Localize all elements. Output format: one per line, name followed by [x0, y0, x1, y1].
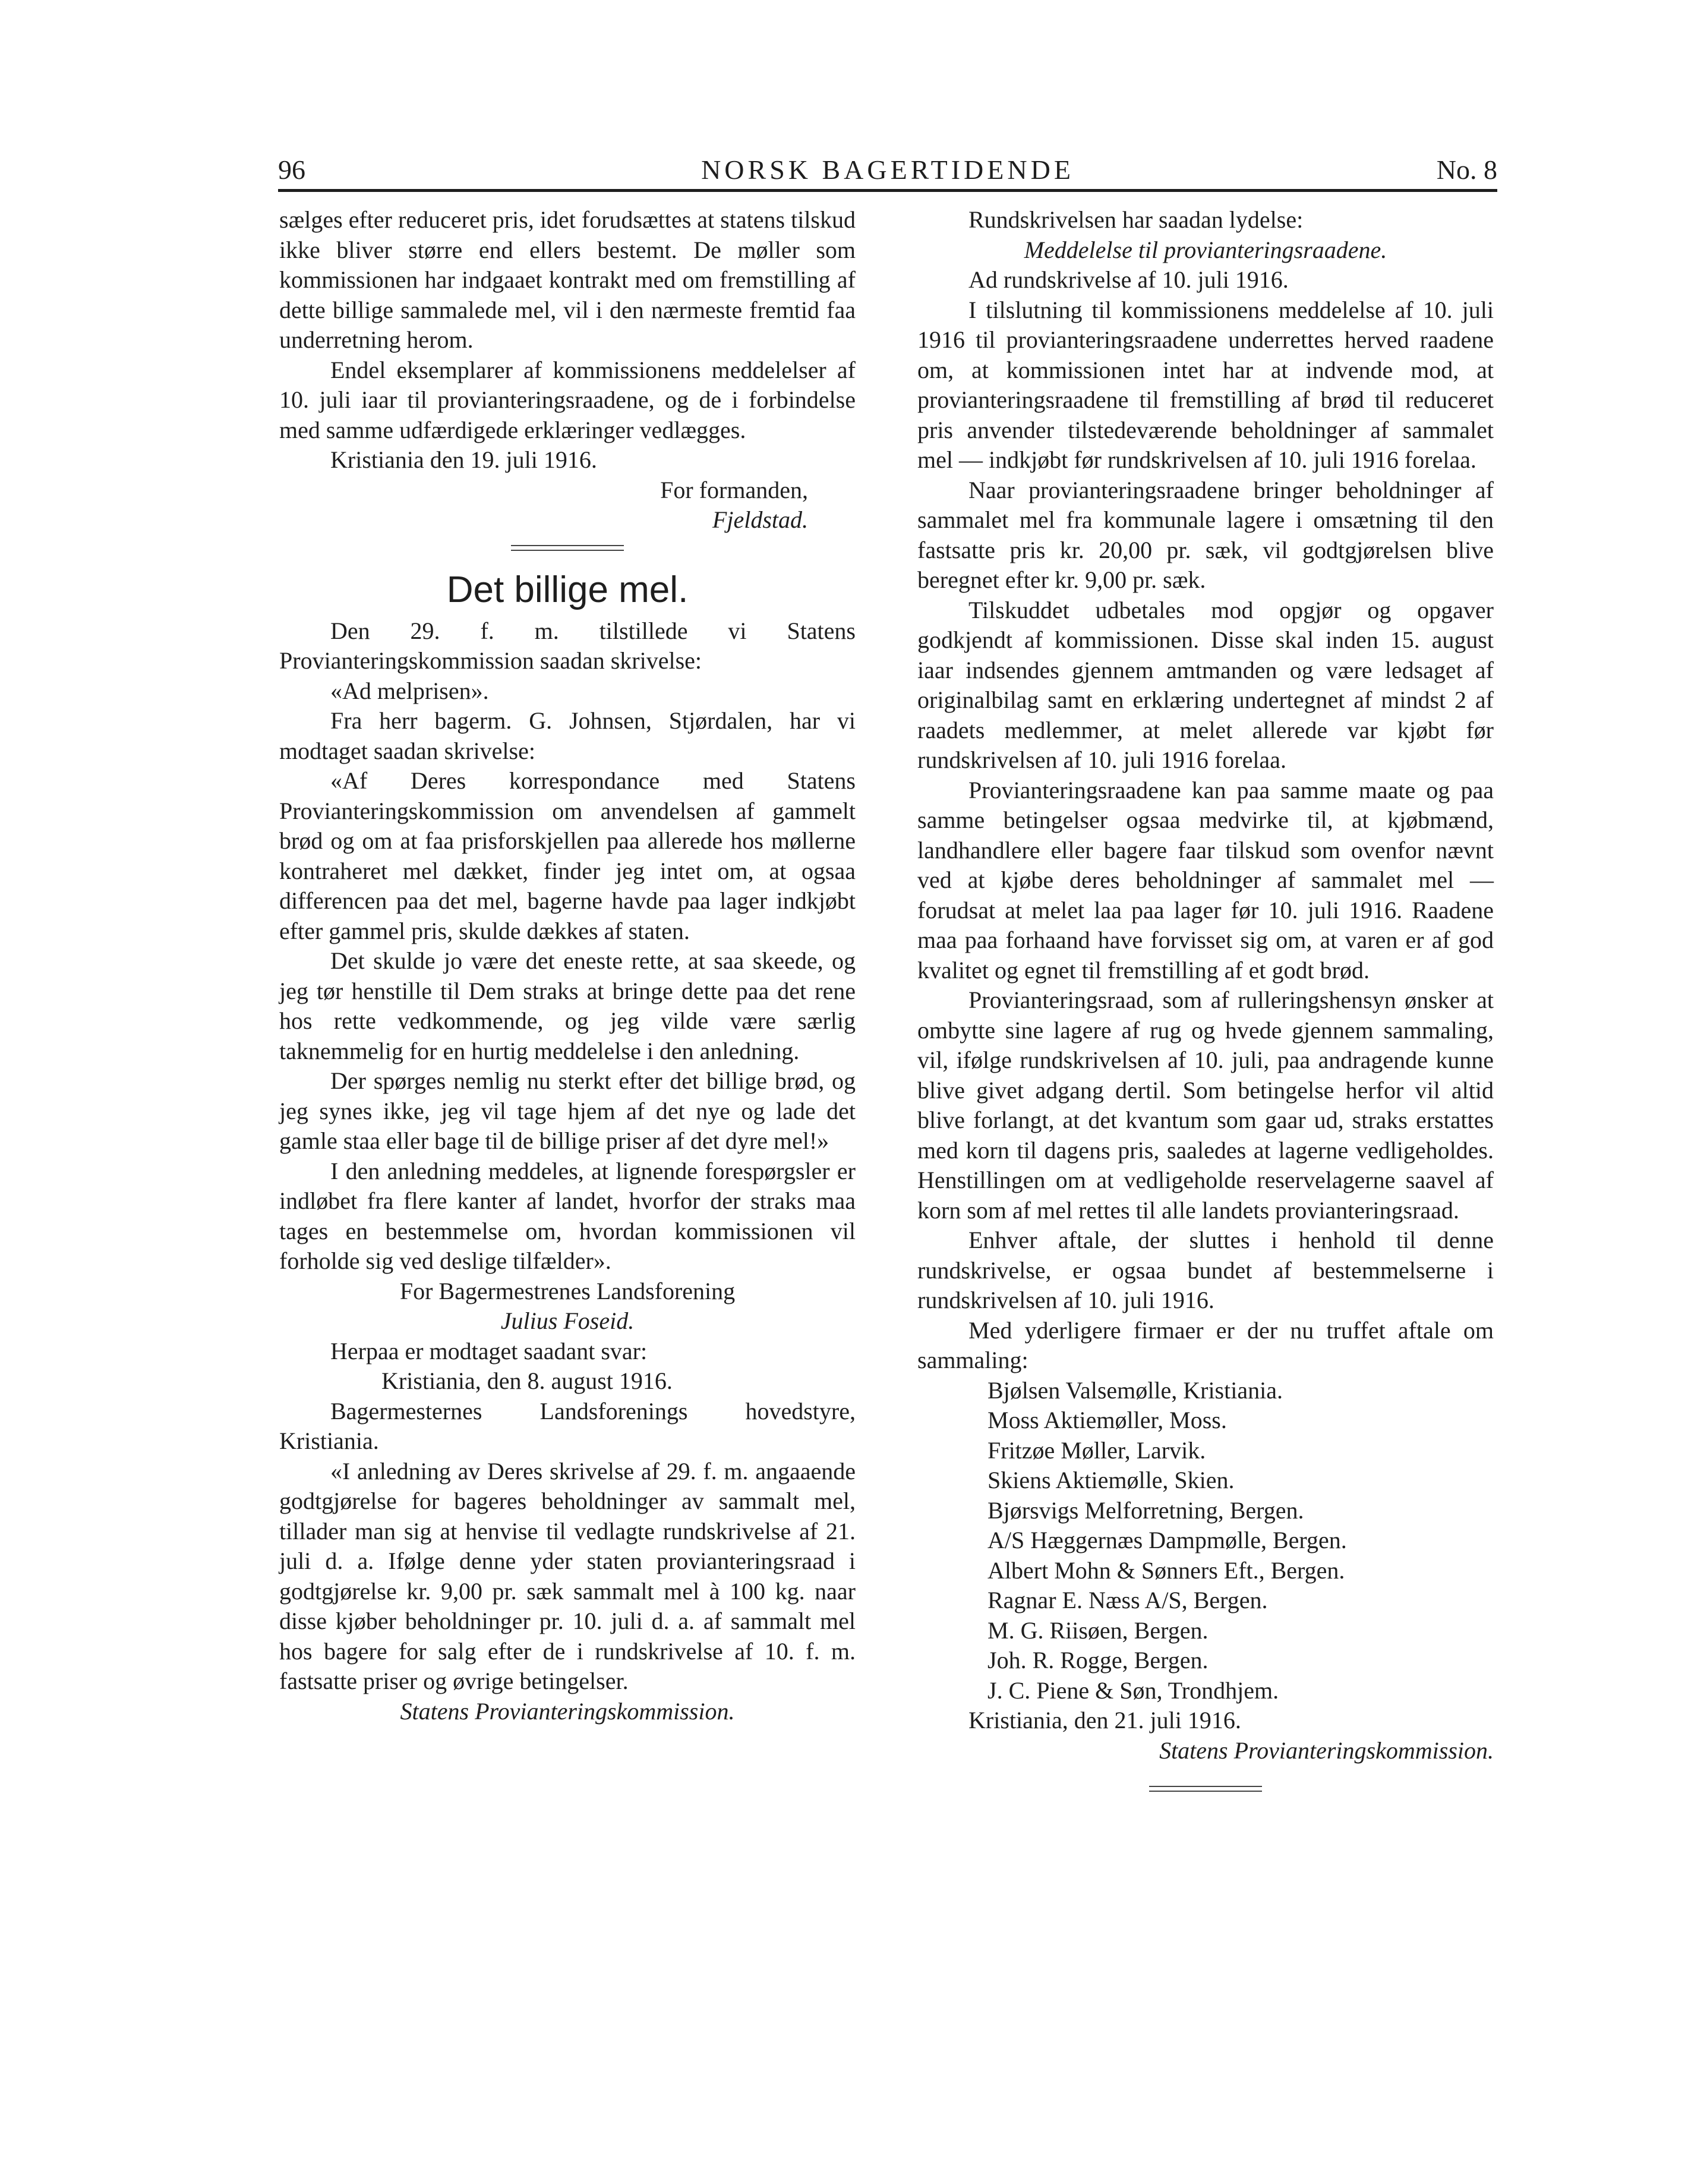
list-item: Bjølsen Valsemølle, Kristiania. — [987, 1376, 1283, 1404]
list-item: Moss Aktiemøller, Moss. — [987, 1407, 1227, 1433]
list-item: Bjørsvigs Melforretning, Bergen. — [987, 1496, 1304, 1524]
dateline: Kristiania, den 21. juli 1916. — [968, 1707, 1241, 1734]
paragraph: Naar provianteringsraadene bringer beholdninger af sammalet mel fra kommunale lagere i omsætning til den fastsatte pris kr. 20,00 pr. sæk, vil godtgjørelsen blive beregnet efter kr. 9,00 pr. sæk. — [917, 476, 1494, 593]
section-divider — [511, 545, 624, 551]
article-title: Det billige mel. — [446, 569, 689, 610]
subheading: Meddelelse til provianteringsraadene. — [1024, 236, 1387, 263]
list-item: M. G. Riisøen, Bergen. — [987, 1616, 1209, 1644]
paragraph: «I anledning av Deres skrivelse af 29. f. m. angaaende godtgjørelse for bageres beholdninger av sammalt mel, tillader man sig at henvise til vedlagte rundskrivelse af 21. juli d. a. Ifølge denne yder staten provianteringsraad i godtgjørelse kr. 9,00 pr. sæk sammalt mel à 100 kg. naar disse kjøber beholdninger pr. 10. juli d. a. af sammalt mel hos bagere for salg efter de i rundskrivelse af 10. f. m. fastsatte priser og øvrige betingelser. — [279, 1457, 856, 1694]
firm-list — [917, 1376, 1494, 1706]
paragraph: Den 29. f. m. tilstillede vi Statens Provianteringskommission saadan skrivelse: — [279, 617, 856, 674]
paragraph: Enhver aftale, der sluttes i henhold til denne rundskrivelse, er ogsaa bundet af bestemmelserne i rundskrivelsen af 10. juli 1916. — [917, 1227, 1494, 1313]
paragraph: I tilslutning til kommissionens meddelelse af 10. juli 1916 til provianteringsraadene underrettes herved raadene om, at kommissionen intet har at indvende mod, at provianteringsraadene til fremstilling af brød til reduceret pris anvender tilstedeværende beholdninger af sammalet mel — indkjøbt før rundskrivelsen af 10. juli 1916 forelaa. — [917, 296, 1494, 473]
end-divider — [1149, 1786, 1262, 1792]
paragraph: «Af Deres korrespondance med Statens Provianteringskommission om anvendelsen af gammelt brød og om at faa prisforskjellen paa allerede hos møllerne kontraheret mel dækket, finder jeg intet om, at ogsaa differencen paa det mel, bagerne havde paa lager indkjøbt efter gammel pris, skulde dækkes af staten. — [279, 767, 856, 944]
paragraph: Bagermesternes Landsforenings hovedstyre, Kristiania. — [279, 1397, 856, 1454]
signature-name: Julius Foseid. — [500, 1307, 635, 1334]
dateline: Kristiania, den 8. august 1916. — [381, 1367, 673, 1394]
paragraph: Med yderligere firmaer er der nu truffet aftale om sammaling: — [917, 1316, 1494, 1373]
running-head — [278, 147, 1497, 190]
dateline: Kristiania den 19. juli 1916. — [330, 446, 597, 473]
signature-name: Fjeldstad. — [712, 506, 808, 533]
header-rule — [278, 189, 1497, 192]
list-item: Ragnar E. Næss A/S, Bergen. — [987, 1587, 1268, 1613]
list-item: J. C. Piene & Søn, Trondhjem. — [987, 1676, 1279, 1704]
paragraph: Der spørges nemlig nu sterkt efter det billige brød, og jeg synes ikke, jeg vil tage hjem af det nye og lade det gamle staa eller bage til de billige priser af det dyre mel!» — [279, 1067, 856, 1154]
signature-name: Statens Provianteringskommission. — [400, 1697, 735, 1725]
paragraph: sælges efter reduceret pris, idet forudsættes at statens tilskud ikke bliver større end ellers bestemt. De møller som kommissionen har indgaaet kontrakt med om fremstilling af dette billige sammalede mel, vil i den nærmeste fremtid faa underretning herom. — [279, 206, 856, 353]
right-column — [917, 205, 1494, 1807]
list-item: A/S Hæggernæs Dampmølle, Bergen. — [987, 1527, 1347, 1553]
signature-line: For Bagermestrenes Landsforening — [399, 1277, 736, 1304]
paragraph: Det skulde jo være det eneste rette, at saa skeede, og jeg tør henstille til Dem straks at bringe dette paa det rene hos rette vedkommende, og jeg vilde være særlig taknemmelig for en hurtig meddelelse i den anledning. — [279, 947, 856, 1064]
signature-line: For formanden, — [660, 476, 808, 503]
paragraph: Endel eksemplarer af kommissionens meddelelser af 10. juli iaar til provianteringsraadene, og de i forbindelse med samme udfærdigede erklæringer vedlægges. — [279, 356, 856, 443]
list-item: Albert Mohn & Sønners Eft., Bergen. — [987, 1556, 1345, 1584]
paragraph: Provianteringsraad, som af rulleringshensyn ønsker at ombytte sine lagere af rug og hvede gjennem sammaling, vil, ifølge rundskrivelsen af 10. juli, paa andragende kunne blive givet adgang dertil. Som betingelse herfor vil altid blive forlangt, at det kvantum som gaar ud, straks erstattes med korn til dagens pris, saaledes at lagerne vedligeholdes. Henstillingen om at vedligeholde reservelagerne saavel af korn som af mel rettes til alle landets provianteringsraad. — [917, 987, 1494, 1224]
paragraph: «Ad melprisen». — [330, 677, 489, 704]
publication-title: NORSK BAGERTIDENDE — [701, 155, 1074, 185]
paragraph: Tilskuddet udbetales mod opgjør og opgaver godkjendt af kommissionen. Disse skal inden 15. august iaar indsendes gjennem amtmanden og være ledsaget af originalbilag samt en erklæring undertegnet af mindst 2 af raadets medlemmer, at melet allerede var kjøbt før rundskrivelsen af 10. juli 1916 forelaa. — [917, 596, 1494, 773]
list-item: Fritzøe Møller, Larvik. — [987, 1436, 1206, 1464]
left-column — [279, 205, 856, 1726]
paragraph: Provianteringsraadene kan paa samme maate og paa samme betingelser ogsaa medvirke til, at kjøbmænd, landhandlere eller bagere faar tilskud som ovenfor nævnt ved at kjøbe deres beholdninger af sammalet mel — forudsat at melet laa paa lager før 10. juli 1916. Raadene maa paa forhaand have forvisset sig om, at varen er af god kvalitet og egnet til fremstilling af et godt brød. — [917, 776, 1494, 984]
paragraph: I den anledning meddeles, at lignende forespørgsler er indløbet fra flere kanter af landet, hvorfor der straks maa tages en bestemmelse om, hvordan kommissionen vil forholde sig ved deslige tilfælder». — [279, 1157, 856, 1274]
signature-name: Statens Provianteringskommission. — [1159, 1737, 1494, 1764]
paragraph: Ad rundskrivelse af 10. juli 1916. — [968, 266, 1289, 293]
issue-number: No. 8 — [1436, 155, 1497, 185]
list-item: Skiens Aktiemølle, Skien. — [987, 1467, 1235, 1493]
page-number: 96 — [278, 155, 305, 185]
paragraph: Rundskrivelsen har saadan lydelse: — [968, 206, 1304, 233]
list-item: Joh. R. Rogge, Bergen. — [987, 1647, 1209, 1674]
paragraph: Fra herr bagerm. G. Johnsen, Stjørdalen, har vi modtaget saadan skrivelse: — [279, 707, 856, 764]
paragraph: Herpaa er modtaget saadant svar: — [330, 1337, 648, 1364]
